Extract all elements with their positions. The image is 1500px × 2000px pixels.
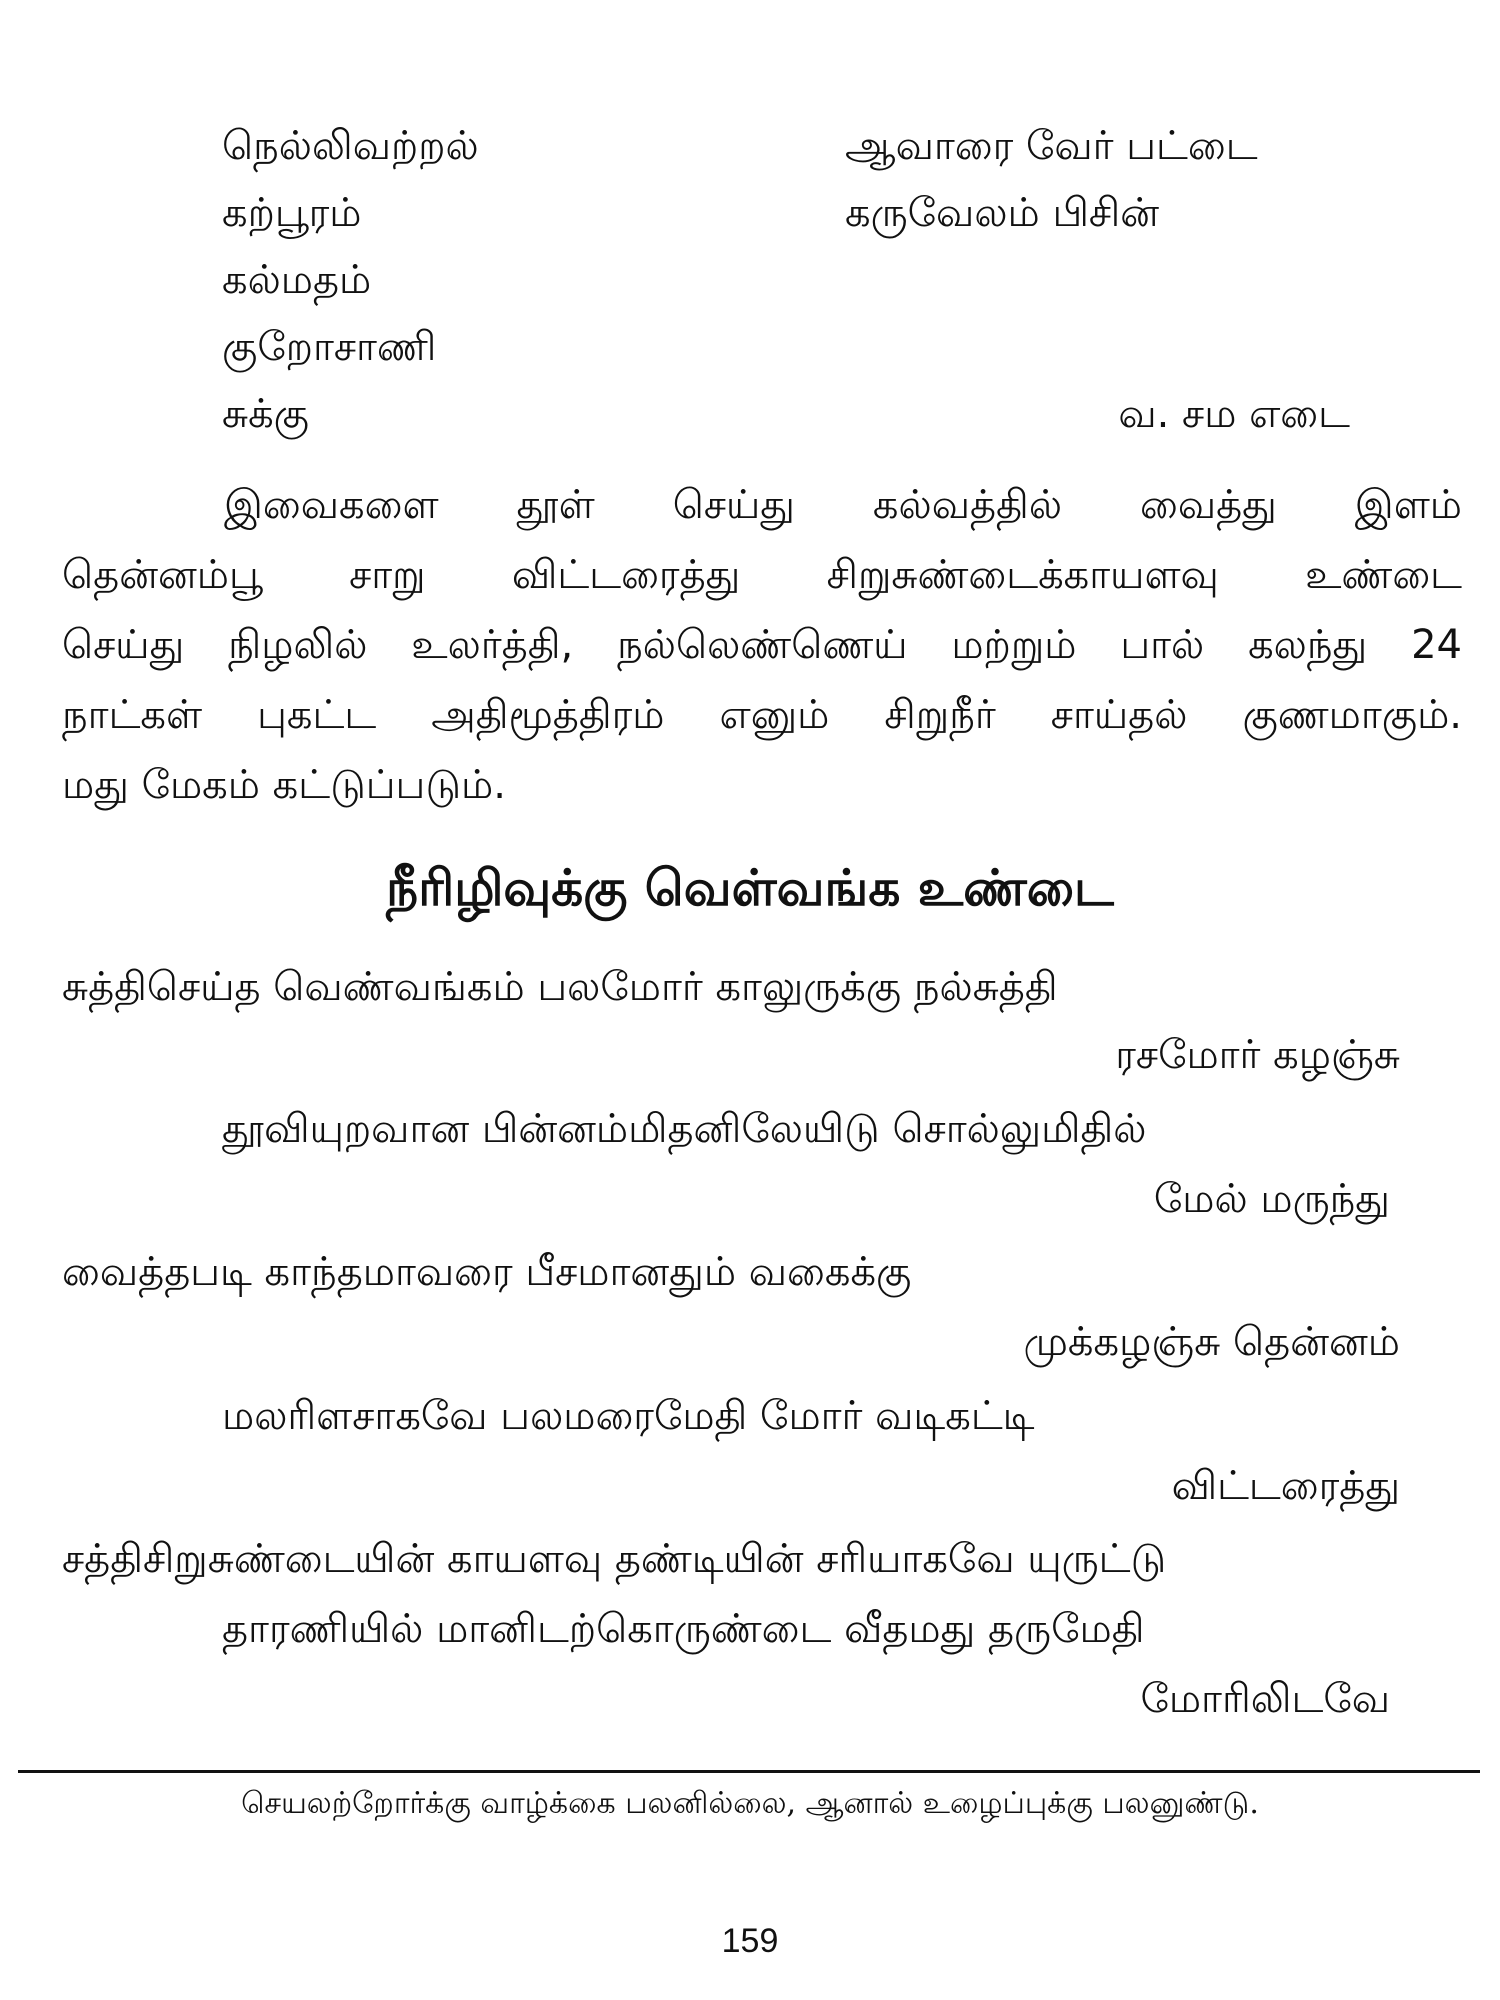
verse-line-7: மலரிளசாகவே பலமரைமேதி மோர் வடிகட்டி bbox=[222, 1393, 1035, 1439]
measure-note: வ. சம எடை bbox=[1118, 391, 1350, 437]
ingredient-left-3: கல்மதம் bbox=[222, 257, 372, 303]
paragraph-line-5: மது மேகம் கட்டுப்படும். bbox=[62, 762, 506, 808]
ingredient-right-1: ஆவாரை வேர் பட்டை bbox=[845, 123, 1258, 169]
ingredient-left-4: குறோசாணி bbox=[222, 324, 437, 370]
paragraph-line-3: செய்து நிழலில் உலர்த்தி, நல்லெண்ணெய் மற்றும் பால் கலந்து 24 bbox=[62, 622, 1462, 668]
footer-rule bbox=[18, 1770, 1480, 1773]
verse-line-1: சுத்திசெய்த வெண்வங்கம் பலமோர் காலுருக்கு நல்சுத்தி bbox=[62, 964, 1058, 1010]
verse-line-10: தாரணியில் மானிடற்கொருண்டை வீதமது தருமேதி bbox=[222, 1606, 1145, 1652]
ingredient-right-2: கருவேலம் பிசின் bbox=[845, 190, 1160, 236]
paragraph-line-2: தென்னம்பூ சாறு விட்டரைத்து சிறுசுண்டைக்காயளவு உண்டை bbox=[62, 552, 1462, 598]
verse-line-11: மோரிலிடவே bbox=[1140, 1676, 1390, 1722]
verse-line-6: முக்கழஞ்சு தென்னம் bbox=[1023, 1319, 1400, 1365]
verse-line-5: வைத்தபடி காந்தமாவரை பீசமானதும் வகைக்கு bbox=[62, 1249, 912, 1295]
footer-quote: செயலற்றோர்க்கு வாழ்க்கை பலனில்லை, ஆனால் உழைப்புக்கு பலனுண்டு. bbox=[241, 1786, 1259, 1821]
page-number: 159 bbox=[721, 1922, 779, 1960]
preparation-paragraph bbox=[62, 470, 1462, 820]
verse-line-2: ரசமோர் கழஞ்சு bbox=[1115, 1032, 1400, 1078]
verse-line-8: விட்டரைத்து bbox=[1171, 1463, 1400, 1509]
verse-line-3: தூவியுறவான பின்னம்மிதனிலேயிடு சொல்லுமிதில் bbox=[222, 1106, 1147, 1152]
ingredient-left-1: நெல்லிவற்றல் bbox=[222, 123, 479, 169]
section-heading: நீரிழிவுக்கு வெள்வங்க உண்டை bbox=[386, 859, 1114, 917]
paragraph-line-1: இவைகளை தூள் செய்து கல்வத்தில் வைத்து இளம் bbox=[224, 482, 1462, 528]
paragraph-line-4: நாட்கள் புகட்ட அதிமூத்திரம் எனும் சிறுநீர் சாய்தல் குணமாகும். bbox=[62, 692, 1462, 738]
verse-line-4: மேல் மருந்து bbox=[1153, 1176, 1390, 1222]
ingredient-left-5: சுக்கு bbox=[222, 391, 309, 437]
verse-line-9: சத்திசிறுசுண்டையின் காயளவு தண்டியின் சரியாகவே யுருட்டு bbox=[62, 1536, 1167, 1582]
ingredient-left-2: கற்பூரம் bbox=[222, 190, 362, 236]
